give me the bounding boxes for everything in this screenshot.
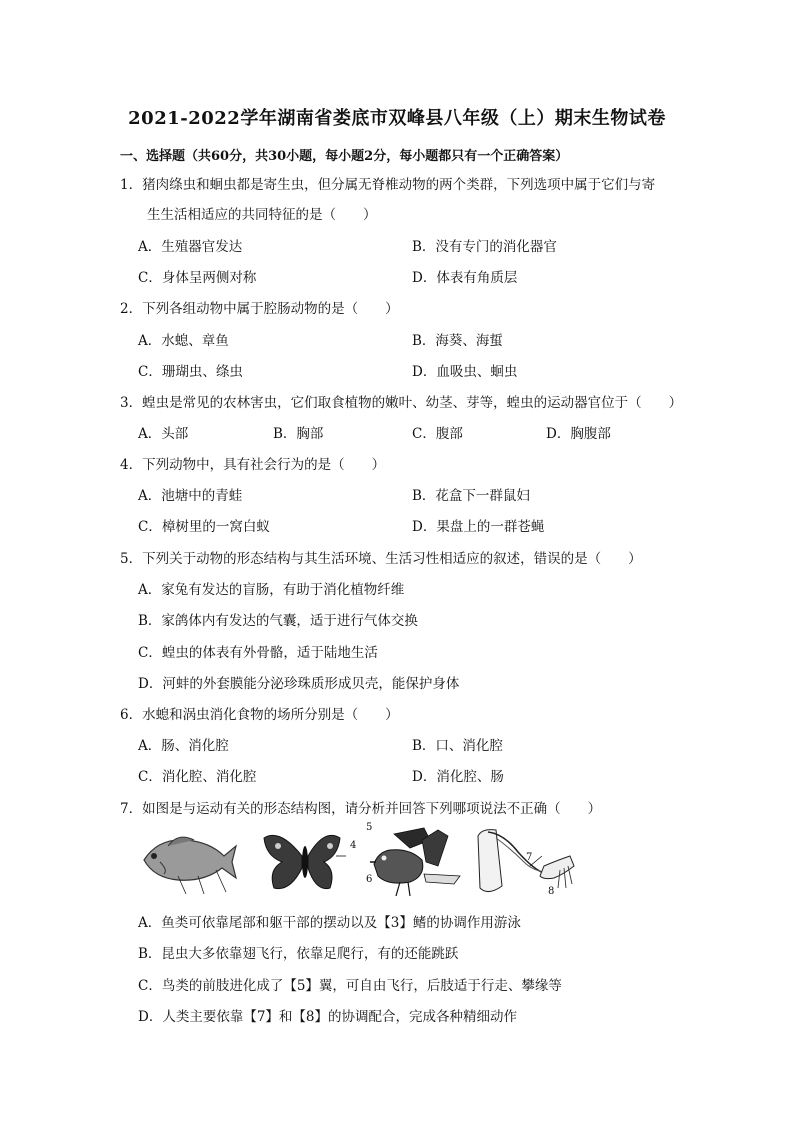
q2-option-a: A．水螅、章鱼	[138, 333, 229, 349]
figure-label-7: 7	[526, 852, 533, 863]
q5-option-c: C．蝗虫的体表有外骨骼，适于陆地生活	[138, 645, 378, 661]
question-3-stem: 3．蝗虫是常见的农林害虫，它们取食植物的嫩叶、幼茎、芽等，蝗虫的运动器官位于（ ）	[120, 395, 683, 411]
q4-option-b: B．花盒下一群鼠妇	[412, 488, 530, 504]
section-heading: 一、选择题（共60分，共30小题，每小题2分，每小题都只有一个正确答案）	[120, 149, 569, 164]
q3-option-d: D．胸腹部	[546, 426, 611, 442]
q1-option-b: B．没有专门的消化器官	[412, 239, 557, 255]
q5-option-d: D．河蚌的外套膜能分泌珍珠质形成贝壳，能保护身体	[138, 676, 460, 692]
question-7-stem: 7．如图是与运动有关的形态结构图，请分析并回答下列哪项说法不正确（ ）	[120, 801, 602, 817]
q6-option-c: C．消化腔、消化腔	[138, 769, 257, 785]
q7-option-c: C．鸟类的前肢进化成了【5】翼，可自由飞行，后肢适于行走、攀缘等	[138, 978, 562, 994]
question-5-stem: 5．下列关于动物的形态结构与其生活环境、生活习性相适应的叙述，错误的是（ ）	[120, 551, 642, 567]
question-1-stem: 1．猪肉绦虫和蛔虫都是寄生虫，但分属无脊椎动物的两个类群，下列选项中属于它们与寄	[120, 177, 656, 193]
question-1-stem-cont: 生生活相适应的共同特征的是（ ）	[147, 207, 377, 223]
q2-option-b: B．海葵、海蜇	[412, 333, 503, 349]
figure-label-5: 5	[366, 822, 373, 833]
q3-option-a: A．头部	[138, 426, 189, 442]
figure-label-6: 6	[366, 874, 373, 885]
q1-option-c: C．身体呈两侧对称	[138, 270, 257, 286]
q5-option-b: B．家鸽体内有发达的气囊，适于进行气体交换	[138, 613, 418, 629]
figure-label-4: 4	[350, 840, 357, 851]
question-4-stem: 4．下列动物中，具有社会行为的是（ ）	[120, 457, 386, 473]
q7-option-a: A．鱼类可依靠尾部和躯干部的摆动以及【3】鳍的协调作用游泳	[138, 915, 521, 931]
q3-option-c: C．腹部	[412, 426, 463, 442]
q1-option-d: D．体表有角质层	[412, 270, 518, 286]
butterfly-illustration	[260, 826, 350, 898]
q7-option-d: D．人类主要依靠【7】和【8】的协调配合，完成各种精细动作	[138, 1009, 518, 1025]
q6-option-b: B．口、消化腔	[412, 738, 503, 754]
question-2-stem: 2．下列各组动物中属于腔肠动物的是（ ）	[120, 301, 399, 317]
q7-option-b: B．昆虫大多依靠翅飞行，依靠足爬行，有的还能跳跃	[138, 946, 459, 962]
figure-label-8: 8	[548, 886, 555, 897]
q3-option-b: B．胸部	[273, 426, 324, 442]
question-6-stem: 6．水螅和涡虫消化食物的场所分别是（ ）	[120, 707, 399, 723]
movement-structures-figure	[138, 822, 578, 898]
q1-option-a: A．生殖器官发达	[138, 239, 243, 255]
q6-option-a: A．肠、消化腔	[138, 738, 229, 754]
q2-option-c: C．珊瑚虫、绦虫	[138, 364, 243, 380]
fish-illustration	[138, 826, 238, 898]
q5-option-a: A．家兔有发达的盲肠，有助于消化植物纤维	[138, 582, 405, 598]
page-title: 2021-2022学年湖南省娄底市双峰县八年级（上）期末生物试卷	[128, 108, 666, 129]
q4-option-c: C．樟树里的一窝白蚁	[138, 519, 270, 535]
bird-skeleton-illustration	[364, 826, 464, 898]
q4-option-d: D．果盘上的一群苍蝇	[412, 519, 545, 535]
q4-option-a: A．池塘中的青蛙	[138, 488, 243, 504]
q2-option-d: D．血吸虫、蛔虫	[412, 364, 518, 380]
q6-option-d: D．消化腔、肠	[412, 769, 504, 785]
